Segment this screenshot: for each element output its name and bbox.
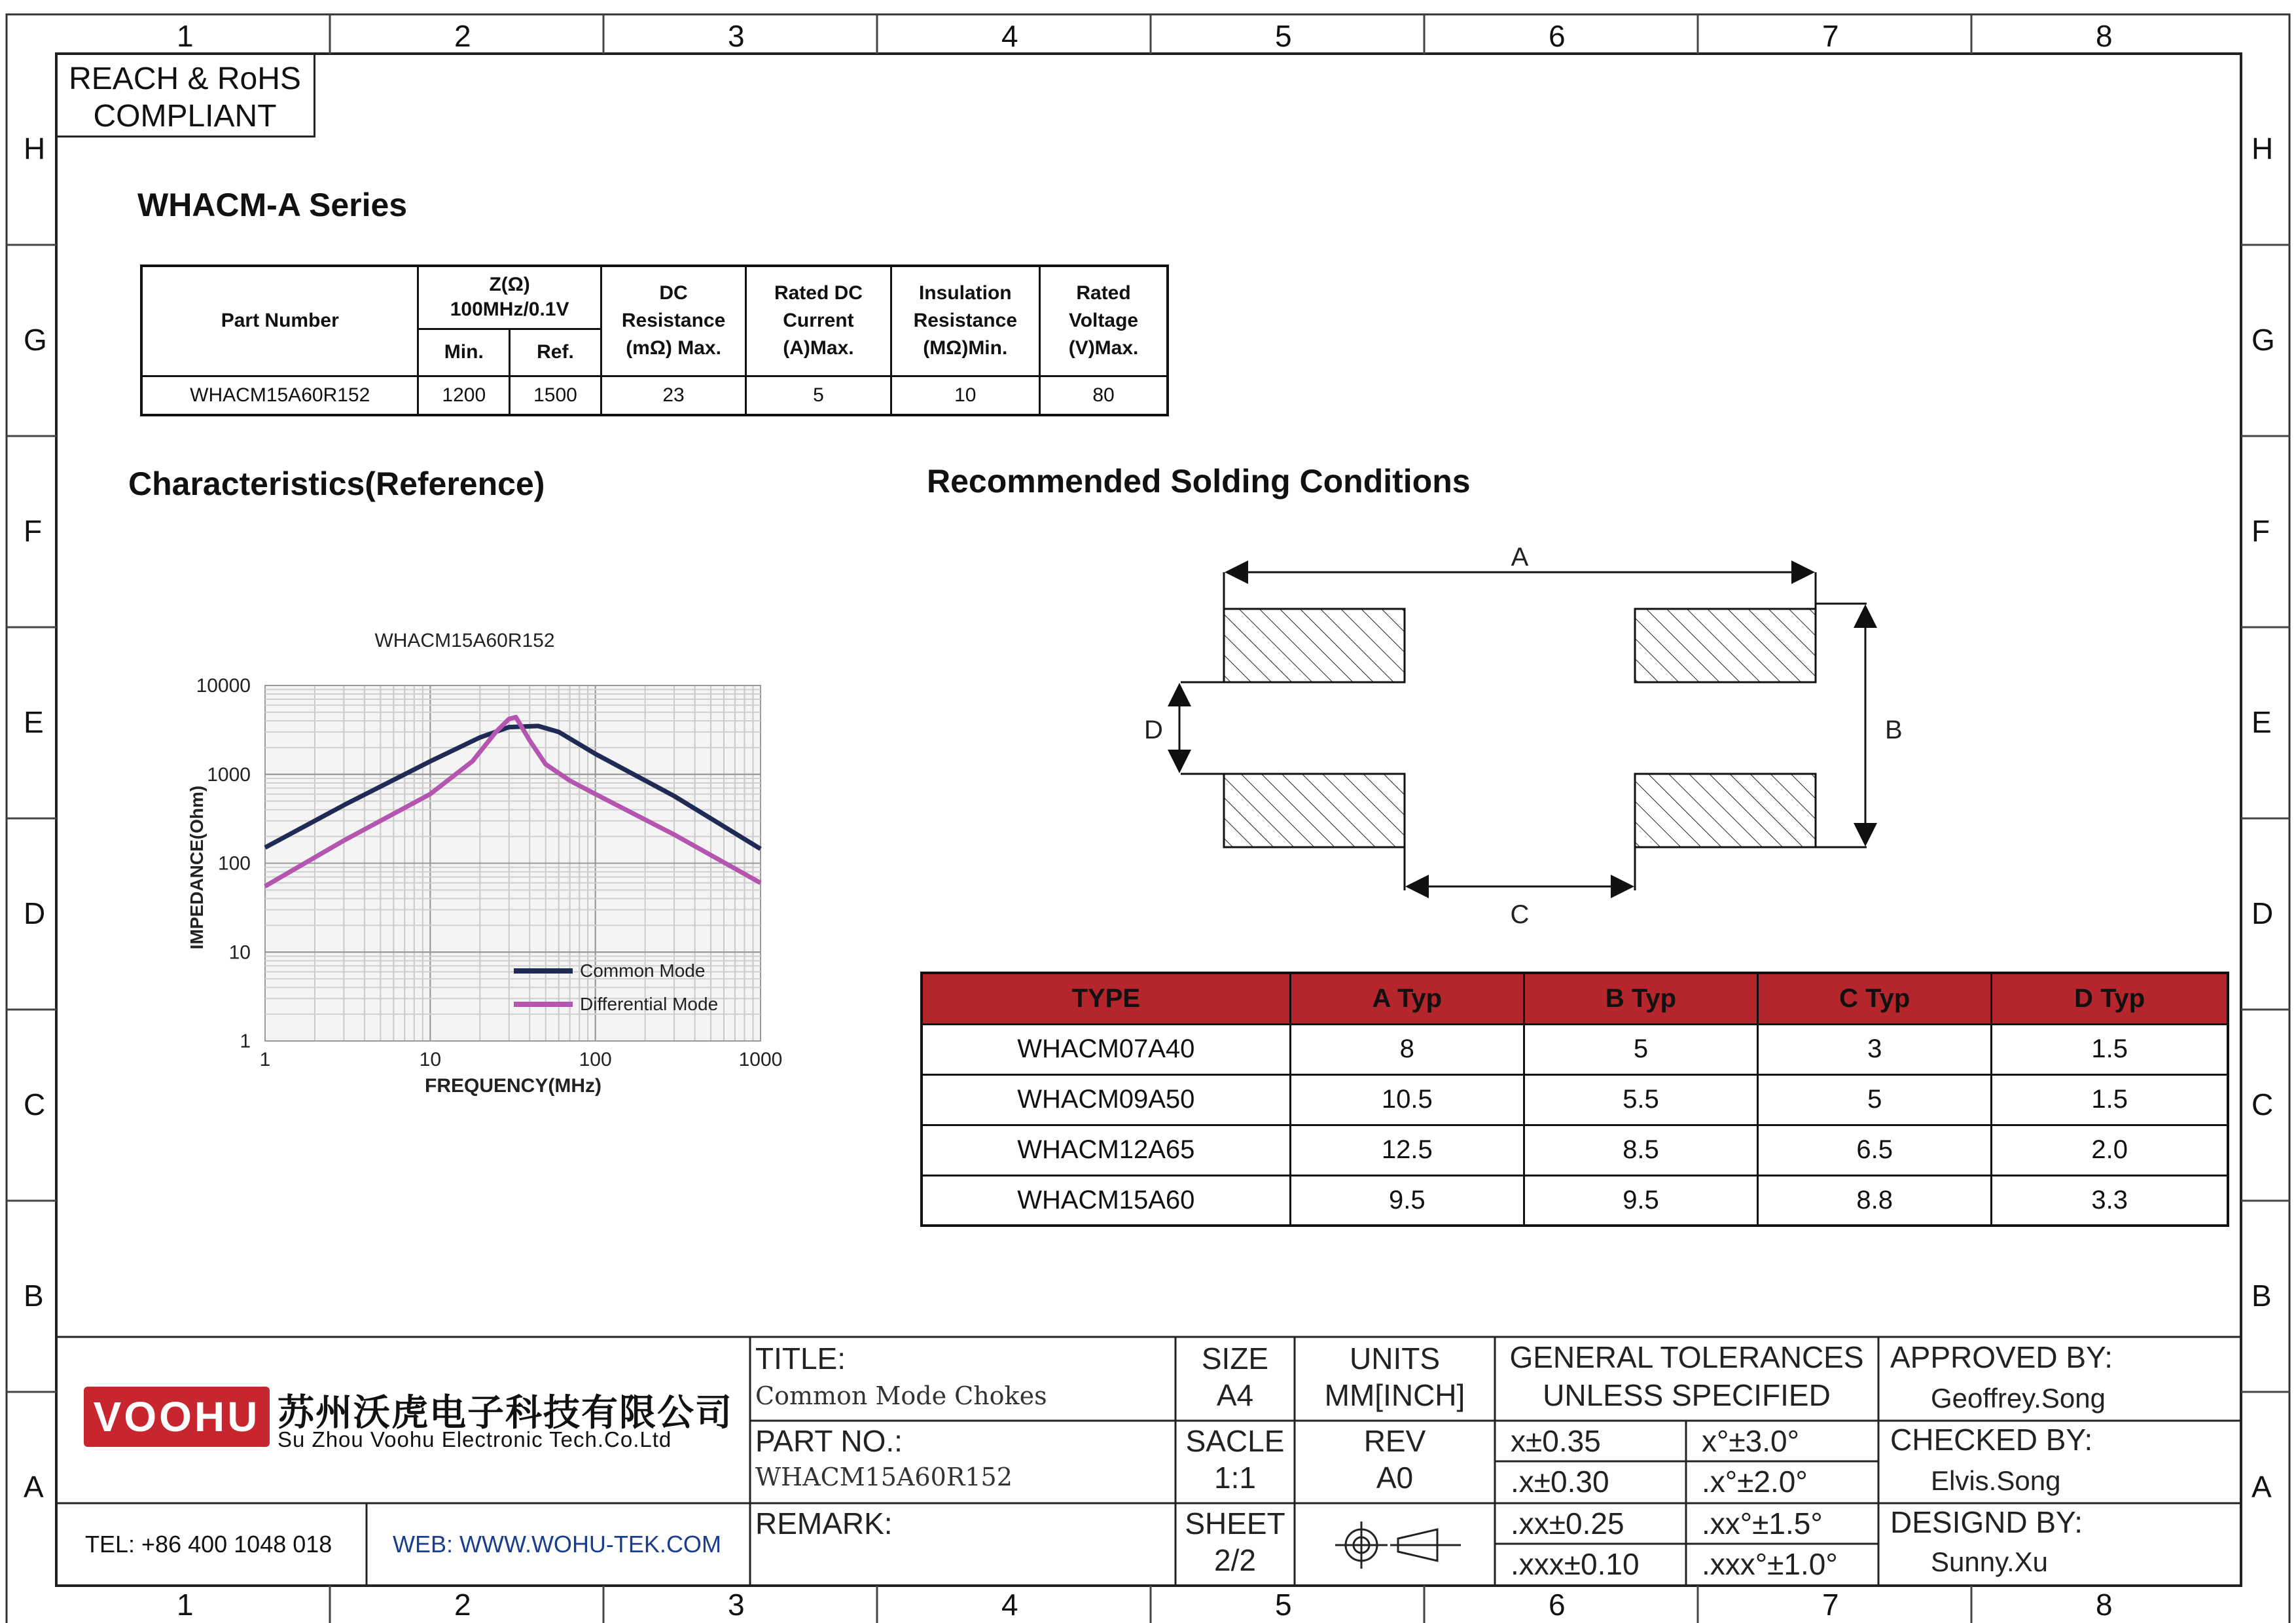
dim-cell: 3 xyxy=(1758,1024,1992,1074)
sheet-value: 2/2 xyxy=(1214,1543,1256,1577)
dim-cell: 5.5 xyxy=(1524,1074,1757,1125)
tolerance-angular: .x°±2.0° xyxy=(1702,1465,1808,1499)
compliance-line1: REACH & RoHS xyxy=(69,62,301,96)
col-label-bottom: 3 xyxy=(728,1588,745,1622)
rev-label: REV xyxy=(1363,1424,1426,1458)
col-label-top: 2 xyxy=(454,19,471,53)
scale-label: SACLE xyxy=(1185,1424,1285,1458)
col-label-bottom: 8 xyxy=(2096,1588,2113,1622)
approved-label: APPROVED BY: xyxy=(1890,1340,2113,1374)
projection-symbol-icon xyxy=(1335,1522,1461,1569)
col-label-bottom: 1 xyxy=(177,1588,194,1622)
title-label: TITLE: xyxy=(755,1341,846,1376)
company-name-cn: 苏州沃虎电子科技有限公司 xyxy=(278,1392,733,1433)
col-label-top: 8 xyxy=(2096,19,2113,53)
tolerance-subtitle: UNLESS SPECIFIED xyxy=(1543,1378,1831,1412)
row-label-right: E xyxy=(2251,705,2272,739)
col-label-top: 6 xyxy=(1549,19,1566,53)
designed-value: Sunny.Xu xyxy=(1931,1546,2049,1577)
x-tick-label: 1000 xyxy=(738,1049,783,1070)
designed-label: DESIGND BY: xyxy=(1890,1505,2083,1539)
contact-tel: TEL: +86 400 1048 018 xyxy=(85,1531,332,1558)
dim-header-c: C Typ xyxy=(1758,973,1992,1024)
dim-label-d: D xyxy=(1144,716,1163,744)
y-tick-label: 10000 xyxy=(196,675,251,697)
spec-header-z: Z(Ω) xyxy=(489,274,530,296)
dim-header-type: TYPE xyxy=(922,973,1290,1024)
rev-value: A0 xyxy=(1376,1461,1414,1495)
col-label-bottom: 5 xyxy=(1275,1588,1292,1622)
scale-value: 1:1 xyxy=(1214,1461,1256,1495)
dim-cell: 3.3 xyxy=(1992,1175,2228,1226)
dim-label-c: C xyxy=(1510,900,1530,929)
units-value: MM[INCH] xyxy=(1324,1378,1465,1412)
dim-cell: 5 xyxy=(1758,1074,1992,1125)
x-tick-label: 10 xyxy=(419,1049,442,1070)
row-label-left: C xyxy=(24,1087,46,1122)
dim-cell: 9.5 xyxy=(1524,1175,1757,1226)
sheet-label: SHEET xyxy=(1185,1506,1285,1541)
tolerance-linear: .xxx±0.10 xyxy=(1511,1547,1640,1581)
legend-label-differential: Differential Mode xyxy=(580,994,719,1014)
row-label-left: G xyxy=(24,323,47,357)
dim-cell: WHACM07A40 xyxy=(922,1024,1290,1074)
dim-cell: 1.5 xyxy=(1992,1074,2228,1125)
solder-title: Recommended Solding Conditions xyxy=(927,463,1471,500)
row-label-right: D xyxy=(2251,896,2274,930)
y-tick-label: 1000 xyxy=(207,763,251,786)
col-label-bottom: 4 xyxy=(1001,1588,1018,1622)
company-logo xyxy=(84,1387,270,1447)
dim-label-b: B xyxy=(1885,716,1903,744)
spec-header-part: Part Number xyxy=(141,266,418,376)
col-label-bottom: 6 xyxy=(1549,1588,1566,1622)
row-label-left: D xyxy=(24,896,46,930)
spec-cell-voltage: 80 xyxy=(1040,376,1168,415)
row-label-right: B xyxy=(2251,1279,2272,1313)
dim-cell: 8.8 xyxy=(1758,1175,1992,1226)
spec-header-min: Min. xyxy=(418,329,510,376)
company-name-en: Su Zhou Voohu Electronic Tech.Co.Ltd xyxy=(278,1427,672,1451)
contact-web[interactable]: WEB: WWW.WOHU-TEK.COM xyxy=(393,1531,721,1558)
spec-cell-part: WHACM15A60R152 xyxy=(141,376,418,415)
compliance-line2: COMPLIANT xyxy=(93,99,277,134)
dim-header-b: B Typ xyxy=(1524,973,1757,1024)
chart-ylabel: IMPEDANCE(Ohm) xyxy=(187,785,207,950)
characteristics-title: Characteristics(Reference) xyxy=(128,465,545,502)
spec-cell-insulation: 10 xyxy=(891,376,1040,415)
spec-header-dc: (mΩ) Max. xyxy=(626,337,721,359)
row-label-right: G xyxy=(2251,323,2275,357)
tolerance-linear: .x±0.30 xyxy=(1511,1465,1609,1499)
row-label-left: B xyxy=(24,1279,44,1313)
spec-header-dc: DC xyxy=(659,282,688,304)
dim-cell: 1.5 xyxy=(1992,1024,2228,1074)
col-label-top: 3 xyxy=(728,19,745,53)
spec-header-current: Current xyxy=(783,310,854,332)
part-label: PART NO.: xyxy=(755,1424,903,1458)
tolerance-linear: .xx±0.25 xyxy=(1511,1506,1624,1541)
col-label-top: 5 xyxy=(1275,19,1292,53)
dim-label-a: A xyxy=(1511,543,1529,572)
spec-header-current: Rated DC xyxy=(774,282,863,304)
approved-value: Geoffrey.Song xyxy=(1931,1383,2106,1413)
tolerance-linear: x±0.35 xyxy=(1511,1424,1601,1458)
dim-cell: 12.5 xyxy=(1290,1125,1524,1175)
remark-label: REMARK: xyxy=(755,1506,893,1541)
dim-header-d: D Typ xyxy=(1992,973,2228,1024)
y-tick-label: 10 xyxy=(228,941,251,964)
spec-header-current: (A)Max. xyxy=(783,337,854,359)
col-label-top: 7 xyxy=(1822,19,1839,53)
dim-cell: WHACM12A65 xyxy=(922,1125,1290,1175)
row-label-left: E xyxy=(24,705,44,739)
size-label: SIZE xyxy=(1201,1341,1269,1376)
spec-header-dc: Resistance xyxy=(621,310,726,332)
checked-value: Elvis.Song xyxy=(1931,1465,2061,1496)
logo-text: VOOHU xyxy=(93,1393,260,1440)
col-label-bottom: 7 xyxy=(1822,1588,1839,1622)
dim-cell: WHACM09A50 xyxy=(922,1074,1290,1125)
checked-label: CHECKED BY: xyxy=(1890,1423,2093,1457)
spec-header-insulation: Resistance xyxy=(913,310,1018,332)
col-label-bottom: 2 xyxy=(454,1588,471,1622)
tolerance-angular: .xx°±1.5° xyxy=(1702,1506,1823,1541)
dim-cell: 8.5 xyxy=(1524,1125,1757,1175)
spec-header-voltage: Rated xyxy=(1076,282,1131,304)
size-value: A4 xyxy=(1216,1378,1254,1412)
spec-cell-min: 1200 xyxy=(418,376,510,415)
row-label-right: H xyxy=(2251,132,2274,166)
series-title: WHACM-A Series xyxy=(137,187,408,223)
row-label-left: F xyxy=(24,514,43,548)
tolerance-title: GENERAL TOLERANCES xyxy=(1509,1340,1864,1374)
dim-cell: 10.5 xyxy=(1290,1074,1524,1125)
title-value: Common Mode Chokes xyxy=(755,1381,1047,1410)
row-label-left: A xyxy=(24,1470,44,1504)
tolerance-angular: .xxx°±1.0° xyxy=(1702,1547,1838,1581)
spec-header-z-cond: 100MHz/0.1V xyxy=(450,299,569,321)
dim-header-a: A Typ xyxy=(1290,973,1524,1024)
chart-title: WHACM15A60R152 xyxy=(374,630,555,651)
dim-cell: 5 xyxy=(1524,1024,1757,1074)
col-label-top: 1 xyxy=(177,19,194,53)
spec-cell-dc: 23 xyxy=(601,376,746,415)
row-label-right: C xyxy=(2251,1087,2274,1122)
spec-cell-ref: 1500 xyxy=(510,376,601,415)
y-tick-label: 100 xyxy=(217,852,251,875)
row-label-right: A xyxy=(2251,1470,2272,1504)
dim-cell: 6.5 xyxy=(1758,1125,1992,1175)
tolerance-angular: x°±3.0° xyxy=(1702,1424,1799,1458)
spec-header-voltage: (V)Max. xyxy=(1068,337,1139,359)
x-tick-label: 100 xyxy=(579,1049,612,1070)
spec-header-insulation: (MΩ)Min. xyxy=(923,337,1008,359)
dim-cell: 9.5 xyxy=(1290,1175,1524,1226)
row-label-right: F xyxy=(2251,514,2270,548)
units-label: UNITS xyxy=(1350,1341,1440,1376)
spec-header-voltage: Voltage xyxy=(1068,310,1139,332)
spec-header-insulation: Insulation xyxy=(918,282,1012,304)
dim-cell: 8 xyxy=(1290,1024,1524,1074)
x-tick-label: 1 xyxy=(259,1049,271,1070)
spec-cell-current: 5 xyxy=(746,376,891,415)
legend-label-common: Common Mode xyxy=(580,960,706,981)
col-label-top: 4 xyxy=(1001,19,1018,53)
dim-cell: WHACM15A60 xyxy=(922,1175,1290,1226)
row-label-left: H xyxy=(24,132,46,166)
dim-cell: 2.0 xyxy=(1992,1125,2228,1175)
part-value: WHACM15A60R152 xyxy=(755,1463,1013,1491)
y-tick-label: 1 xyxy=(240,1030,251,1052)
chart-xlabel: FREQUENCY(MHz) xyxy=(425,1075,601,1097)
spec-header-ref: Ref. xyxy=(510,329,601,376)
